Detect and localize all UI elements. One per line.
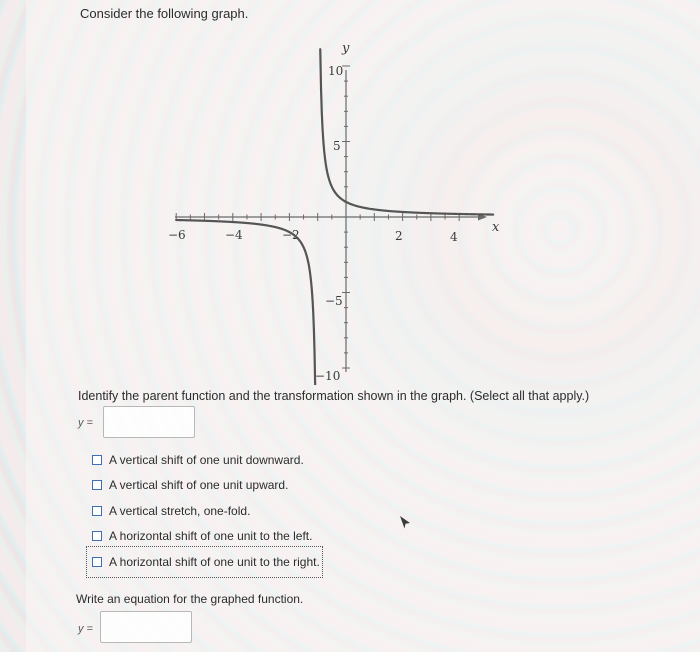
option-horizontal-shift-left[interactable] xyxy=(92,524,323,550)
x-tick-label: −2 xyxy=(282,228,300,242)
y-axis-label: y xyxy=(342,41,350,56)
function-graph xyxy=(165,40,525,385)
x-tick-label: 4 xyxy=(450,230,458,244)
option-vertical-shift-up[interactable] xyxy=(92,473,323,499)
option-label: A vertical shift of one unit downward. xyxy=(109,452,304,467)
option-vertical-stretch[interactable] xyxy=(92,498,323,524)
option-label: A horizontal shift of one unit to the right. xyxy=(109,554,320,569)
instruction-text: Identify the parent function and the transformation shown in the graph. (Select all that apply.) xyxy=(78,389,590,403)
equation-prefix: y = xyxy=(78,623,93,635)
y-tick-label: −5 xyxy=(325,294,343,308)
checkbox-icon[interactable] xyxy=(92,557,102,567)
checkbox-icon[interactable] xyxy=(92,531,102,541)
y-tick-label: 10 xyxy=(328,64,344,78)
option-vertical-shift-down[interactable] xyxy=(92,447,323,473)
x-tick-label: −4 xyxy=(225,228,243,242)
curve-left-branch xyxy=(176,220,315,385)
y-tick-label: −10 xyxy=(315,369,341,383)
checkbox-icon[interactable] xyxy=(92,455,102,465)
question-intro: Consider the following graph. xyxy=(80,6,249,21)
option-label: A vertical stretch, one-fold. xyxy=(109,503,251,518)
option-label: A horizontal shift of one unit to the left. xyxy=(109,529,313,544)
x-tick-label: 2 xyxy=(395,229,403,243)
y-tick-label: 5 xyxy=(333,139,341,153)
x-axis-label: x xyxy=(492,220,500,235)
parent-function-input[interactable] xyxy=(103,406,195,438)
x-tick-label: −6 xyxy=(168,228,186,242)
equation-prompt: Write an equation for the graphed function. xyxy=(76,592,304,606)
answer-prefix: y = xyxy=(78,417,93,429)
checkbox-icon[interactable] xyxy=(92,480,102,490)
axis-ticks xyxy=(176,66,459,368)
checkbox-icon[interactable] xyxy=(92,506,102,516)
option-horizontal-shift-right[interactable] xyxy=(89,549,320,575)
transformation-options xyxy=(92,447,323,575)
option-label: A vertical shift of one unit upward. xyxy=(109,478,289,493)
equation-input[interactable] xyxy=(100,611,192,643)
mouse-pointer-icon xyxy=(398,515,412,531)
